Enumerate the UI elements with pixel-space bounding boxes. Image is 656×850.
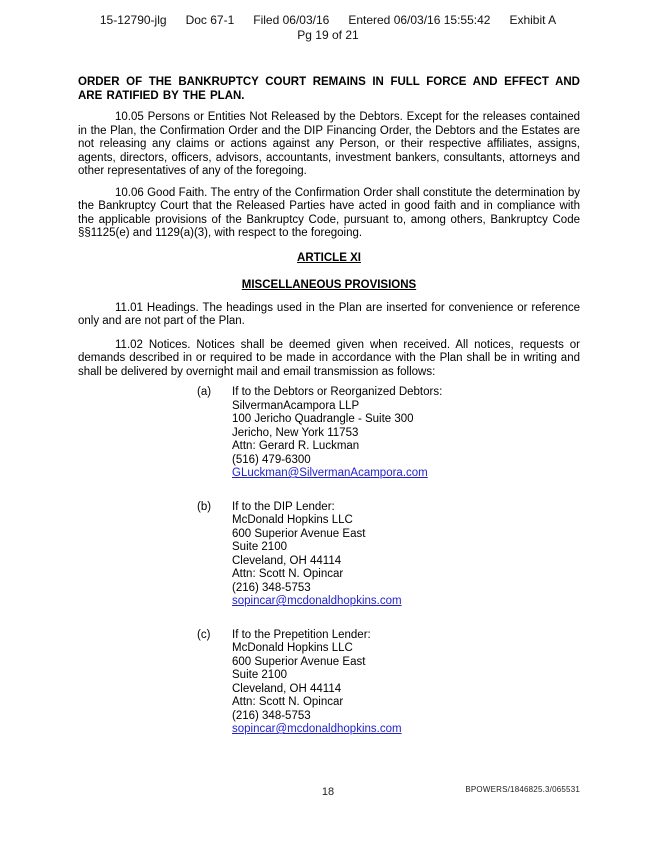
- header-case-number: 15-12790-jlg: [99, 13, 167, 27]
- notice-address-line: Attn: Scott N. Opincar: [232, 568, 344, 580]
- header-case-line: [0, 13, 656, 28]
- notice-block-c: [197, 629, 580, 737]
- paragraph-10-06: 10.06 Good Faith. The entry of the Confirmation Order shall constitute the determination by the Bankruptcy Court that the Released Parties have acted in good faith and in compliance with the applicable provisions of the Bankruptcy Code, pursuant to, among others, Bankruptcy Code §§1125(e) and 1129(a)(3), with respect to the foregoing.: [78, 186, 580, 239]
- article-xi-heading-text: ARTICLE XI: [297, 251, 361, 264]
- notice-body-c: [232, 629, 580, 737]
- notice-address-line: Suite 2100: [232, 541, 287, 553]
- notice-address-line: 600 Superior Avenue East: [232, 527, 366, 540]
- notice-label-a: (a): [197, 386, 212, 398]
- notice-heading: If to the Prepetition Lender:: [232, 628, 371, 641]
- miscellaneous-provisions-heading: [78, 279, 580, 293]
- notice-phone-line: (516) 479-6300: [232, 453, 311, 466]
- header-entered-date: Entered 06/03/16 15:55:42: [348, 13, 491, 27]
- email-link-prepetition-lender[interactable]: sopincar@mcdonaldhopkins.com: [232, 723, 402, 735]
- notice-address-line: 600 Superior Avenue East: [232, 655, 366, 668]
- notice-block-b: [197, 501, 580, 609]
- paragraph-11-02: 11.02 Notices. Notices shall be deemed given when received. All notices, requests or demands described in or required to be made in accordance with the Plan shall be in writing and shall be delivered by overnight mail and email transmission as follows:: [78, 338, 580, 378]
- notice-body-b: [232, 501, 580, 609]
- header-doc-number: Doc 67-1: [185, 13, 235, 27]
- paragraph-10-05: 10.05 Persons or Entities Not Released by the Debtors. Except for the releases contained in the Plan, the Confirmation Order and the DIP Financing Order, the Debtors and the Estates are not releasing any claims or actions against any Person, or their respective affiliates, assigns, agents, directors, officers, advisors, accountants, investment bankers, consultants, attorneys and other representatives of any of the foregoing.: [78, 111, 580, 177]
- notice-address-line: Cleveland, OH 44114: [232, 682, 342, 695]
- court-header: [0, 0, 656, 43]
- notice-label-c: (c): [197, 628, 211, 641]
- header-filed-date: Filed 06/03/16: [253, 13, 330, 27]
- paragraph-11-01: 11.01 Headings. The headings used in the Plan are inserted for convenience or reference only and are not part of the Plan.: [78, 301, 580, 327]
- email-link-dip-lender[interactable]: sopincar@mcdonaldhopkins.com: [232, 595, 402, 607]
- notice-address-line: Cleveland, OH 44114: [232, 554, 342, 567]
- reference-code: BPOWERS/1846825.3/065531: [465, 785, 580, 794]
- notice-address-line: McDonald Hopkins LLC: [232, 642, 353, 654]
- notice-address-line: SilvermanAcampora LLP: [232, 399, 360, 412]
- notice-phone-line: (216) 348-5753: [232, 709, 311, 722]
- notice-address-line: Suite 2100: [232, 669, 287, 681]
- notice-heading: If to the DIP Lender:: [232, 500, 335, 513]
- notice-heading: If to the Debtors or Reorganized Debtors:: [232, 386, 443, 398]
- email-link-debtors[interactable]: GLuckman@SilvermanAcampora.com: [232, 467, 428, 479]
- notice-address-line: 100 Jericho Quadrangle - Suite 300: [232, 413, 414, 425]
- notice-phone-line: (216) 348-5753: [232, 581, 311, 594]
- header-exhibit-label: Exhibit A: [509, 13, 557, 27]
- notice-address-line: Jericho, New York 11753: [232, 426, 359, 439]
- miscellaneous-provisions-heading-text: MISCELLANEOUS PROVISIONS: [241, 279, 417, 291]
- notice-address-line: McDonald Hopkins LLC: [232, 514, 353, 526]
- article-xi-heading: [78, 252, 580, 266]
- notices-list: [197, 386, 580, 737]
- notice-address-line: Attn: Gerard R. Luckman: [232, 440, 360, 452]
- notice-block-a: [197, 386, 580, 481]
- notice-body-a: [232, 386, 580, 481]
- notice-label-b: (b): [197, 500, 212, 513]
- header-page-indicator: Pg 19 of 21: [297, 28, 359, 42]
- notice-address-line: Attn: Scott N. Opincar: [232, 696, 344, 708]
- page-number: 18: [321, 786, 335, 798]
- order-heading: ORDER OF THE BANKRUPTCY COURT REMAINS IN FULL FORCE AND EFFECT AND ARE RATIFIED BY THE PLAN.: [78, 76, 580, 102]
- document-body: [78, 76, 580, 737]
